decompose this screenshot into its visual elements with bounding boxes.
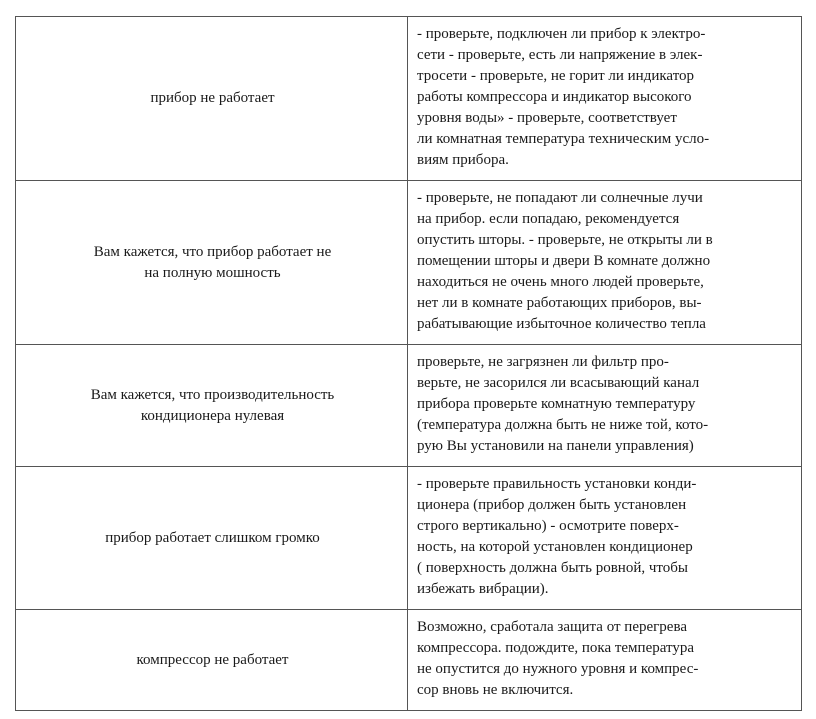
solution-cell (408, 17, 802, 181)
solution-line: проверьте, не загрязнен ли фильтр про- (417, 354, 669, 370)
solution-line: не опустится до нужного уровня и компрес- (417, 661, 699, 677)
solution-line: - проверьте, подключен ли прибор к электро- (417, 26, 706, 42)
problem-text: Вам кажется, что производительность (90, 386, 335, 403)
solution-cell (408, 181, 802, 345)
problem-text: Вам кажется, что прибор работает не (93, 243, 332, 260)
solution-line: избежать вибрации). (417, 581, 549, 597)
table-row (16, 345, 802, 467)
solution-line: нет ли в комнате работающих приборов, вы- (417, 295, 702, 311)
solution-line: сети - проверьте, есть ли напряжение в элек- (417, 47, 703, 63)
solution-line: работы компрессора и индикатор высокого (417, 89, 692, 105)
solution-line: верьте, не засорился ли всасывающий канал (417, 375, 700, 391)
solution-line: ность, на которой установлен кондиционер (417, 539, 693, 555)
solution-line: ( поверхность должна быть ровной, чтобы (417, 560, 688, 576)
solution-line: - проверьте, не попадают ли солнечные лучи (417, 190, 703, 206)
problem-text: компрессор не работает (136, 651, 289, 668)
solution-line: ционера (прибор должен быть установлен (417, 497, 687, 513)
solution-line: Возможно, сработала защита от перегрева (417, 619, 688, 635)
solution-cell (408, 467, 802, 610)
problem-cell (16, 467, 408, 610)
solution-cell (408, 345, 802, 467)
table-row (16, 181, 802, 345)
solution-line: виям прибора. (417, 152, 509, 168)
troubleshooting-table (15, 16, 802, 711)
solution-line: сор вновь не включится. (417, 682, 574, 698)
solution-line: находиться не очень много людей проверьте, (417, 274, 704, 290)
problem-cell (16, 610, 408, 711)
solution-line: уровня воды» - проверьте, соответствует (417, 110, 677, 126)
table-row (16, 17, 802, 181)
problem-cell (16, 345, 408, 467)
problem-text: прибор не работает (150, 90, 275, 106)
problem-text: на полную мошность (144, 264, 281, 281)
solution-line: опустить шторы. - проверьте, не открыты ли в (417, 232, 713, 248)
solution-line: рабатывающие избыточное количество тепла (417, 316, 706, 332)
problem-text: прибор работает слишком громко (105, 529, 320, 546)
problem-cell (16, 17, 408, 181)
solution-line: рую Вы установили на панели управления) (417, 438, 694, 454)
solution-line: прибора проверьте комнатную температуру (417, 396, 696, 412)
solution-line: на прибор. если попадаю, рекомендуется (417, 211, 680, 227)
problem-cell (16, 181, 408, 345)
solution-line: (температура должна быть не ниже той, кото- (417, 417, 709, 433)
solution-line: - проверьте правильность установки конди- (417, 476, 697, 492)
solution-line: тросети - проверьте, не горит ли индикатор (417, 68, 695, 84)
problem-text: кондиционера нулевая (140, 407, 285, 424)
solution-line: помещении шторы и двери В комнате должно (417, 253, 711, 269)
solution-cell (408, 610, 802, 711)
table-row (16, 610, 802, 711)
solution-line: ли комнатная температура техническим усло- (417, 131, 710, 147)
solution-line: компрессора. подождите, пока температура (417, 640, 695, 656)
table-row (16, 467, 802, 610)
solution-line: строго вертикально) - осмотрите поверх- (417, 518, 679, 534)
